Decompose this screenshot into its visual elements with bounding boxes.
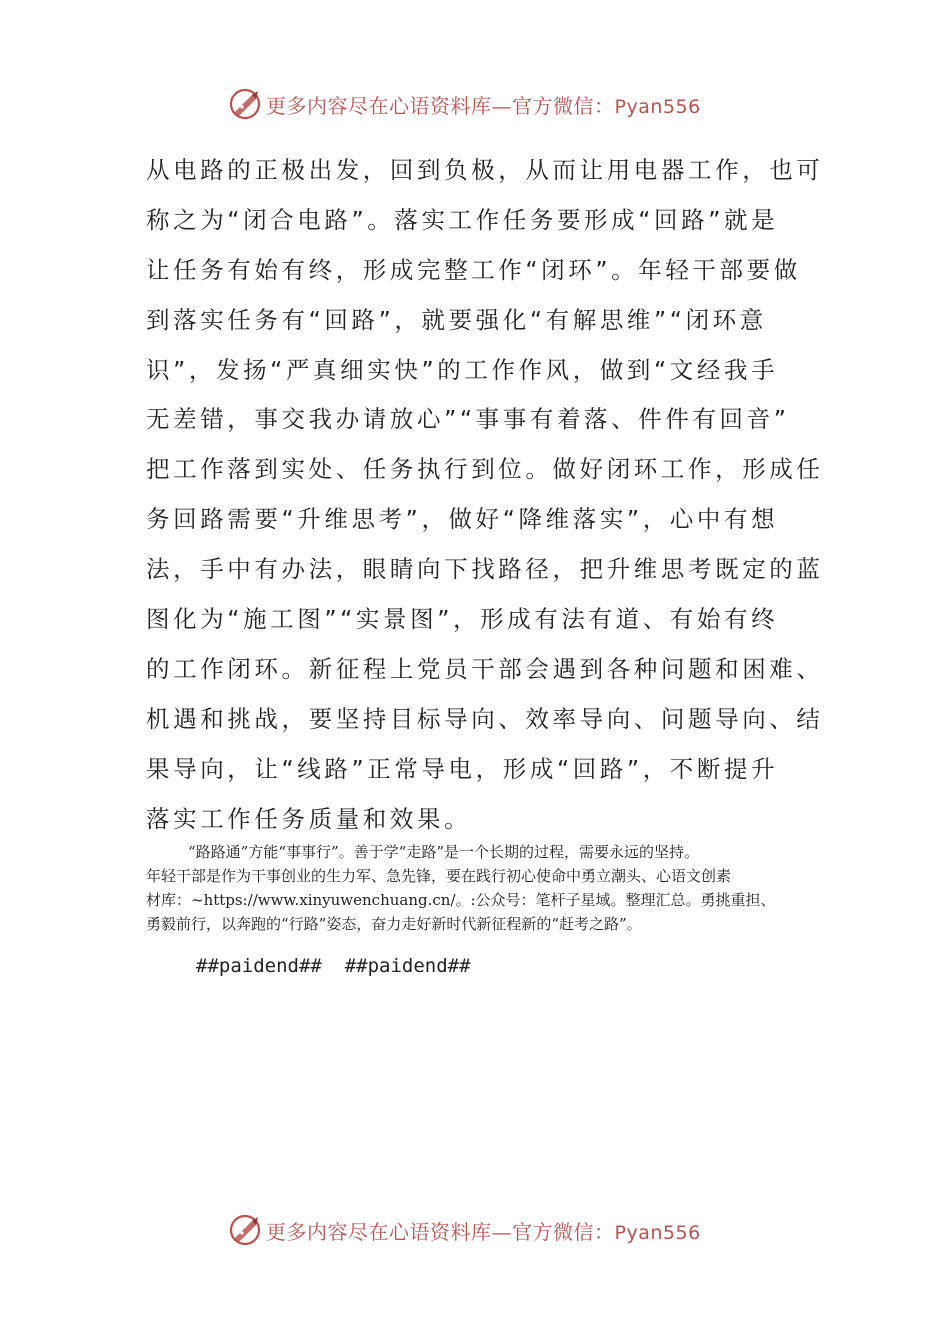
body-line: 机遇和挑战，要坚持目标导向、效率导向、问题导向、结: [146, 704, 824, 733]
body-line: 图化为“施工图”“实景图”，形成有法有道、有始有终: [146, 605, 779, 634]
body-paragraph: [146, 146, 824, 844]
paidend-marker: ##paidend## ##paidend##: [196, 955, 471, 977]
pen-nib-logo-icon: [228, 1213, 262, 1247]
closing-line: 勇毅前行，以奔跑的“行路”姿态，奋力走好新时代新征程新的“赶考之路”。: [146, 915, 642, 933]
body-line: 让任务有始有终，形成完整工作“闭环”。年轻干部要做: [146, 255, 801, 284]
body-line: 落实工作任务质量和效果。: [146, 804, 472, 833]
body-line: 把工作落到实处、任务执行到位。做好闭环工作，形成任: [146, 455, 824, 484]
body-line: 法，手中有办法，眼睛向下找路径，把升维思考既定的蓝: [146, 555, 824, 584]
closing-line: 材库：~https://www.xinyuwenchuang.cn/。:公众号：笔杆子星域。整理汇总。勇挑重担、: [146, 891, 776, 909]
header-banner-id: Pyan556: [614, 95, 701, 118]
pen-nib-logo-icon: [228, 87, 262, 121]
body-line: 务回路需要“升维思考”，做好“降维落实”，心中有想: [146, 505, 779, 534]
closing-line: “路路通”方能“事事行”。善于学“走路”是一个长期的过程，需要永远的坚持。: [188, 843, 700, 861]
header-banner-text: 更多内容尽在心语资料库—官方微信：Pyan556: [266, 93, 701, 118]
body-line: 称之为“闭合电路”。落实工作任务要形成“回路”就是: [146, 205, 779, 234]
header-banner: [228, 84, 748, 124]
body-line: 的工作闭环。新征程上党员干部会遇到各种问题和困难、: [146, 654, 824, 683]
footer-banner: [228, 1210, 748, 1250]
body-line: 无差错，事交我办请放心”“事事有着落、件件有回音”: [146, 405, 790, 434]
footer-banner-text: 更多内容尽在心语资料库—官方微信：Pyan556: [266, 1219, 701, 1244]
body-line: 到落实任务有“回路”，就要强化“有解思维”“闭环意: [146, 305, 767, 334]
body-line: 识”，发扬“严真细实快”的工作作风，做到“文经我手: [146, 355, 779, 384]
closing-paragraph: [146, 840, 814, 936]
body-line: 从电路的正极出发，回到负极，从而让用电器工作，也可: [146, 156, 824, 184]
footer-banner-id: Pyan556: [614, 1221, 701, 1244]
body-line: 果导向，让“线路”正常导电，形成“回路”，不断提升: [146, 754, 779, 783]
closing-line: 年轻干部是作为干事创业的生力军、急先锋，要在践行初心使命中勇立潮头、心语文创素: [146, 867, 732, 885]
